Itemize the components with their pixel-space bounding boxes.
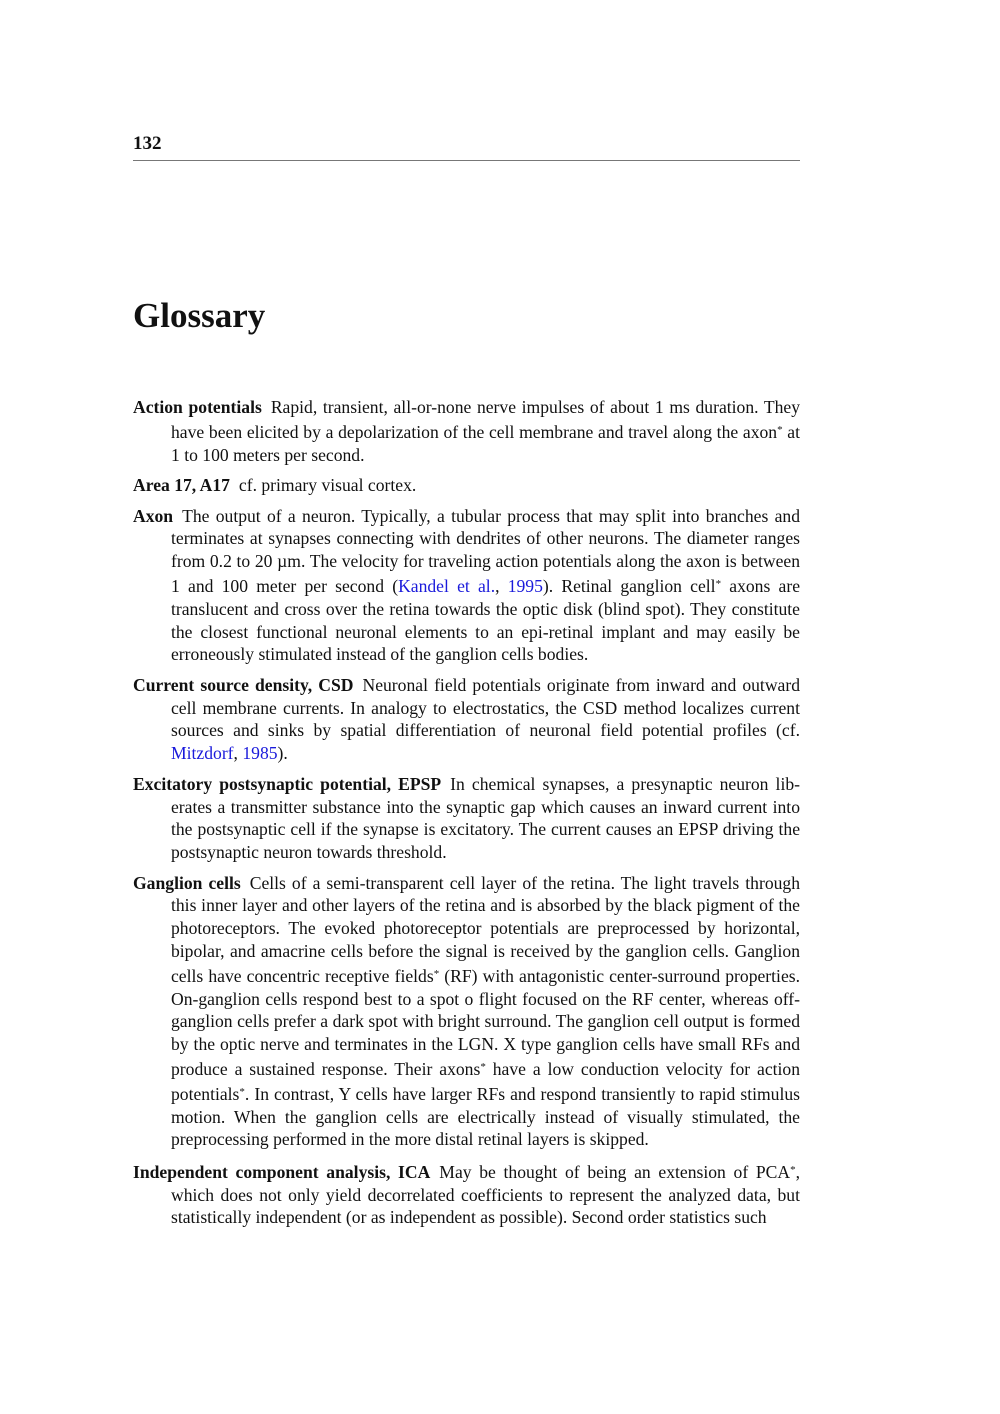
header-rule: [133, 160, 800, 161]
glossary-entry: [133, 773, 800, 864]
definition-text: . In contrast, Y cells have larger RFs and respond transiently to rapid stimulus motion. When the ganglion cells are electrically instead of visually stimulated, the preprocessing performed in the more distal retinal layers is skipped.: [171, 1083, 800, 1150]
definition-text: have a low conduction velocity for action potentials: [171, 1058, 800, 1104]
citation-link[interactable]: 1985: [242, 743, 278, 764]
definition-text: Rapid, transient, all-or-none nerve impulses of about 1 ms duration. They have been elicited by a depolarization of the cell membrane and travel along the axon: [171, 397, 800, 442]
glossary-entries: [133, 396, 800, 1237]
glossary-crossref-marker: *: [433, 967, 440, 980]
glossary-entry: [133, 505, 800, 667]
page-title: Glossary: [133, 296, 266, 335]
definition-text: (RF) with antagonistic center-surround properties. On-ganglion cells respond best to a spot o flight focused on the RF center, whereas off-ganglion cells prefer a dark spot with bright surround. The ganglion cell output is formed by the optic nerve and terminates in the LGN. X type ganglion cells have small RFs and produce a sustained response. Their axons: [171, 965, 800, 1079]
page-number: 132: [133, 133, 162, 154]
glossary-crossref-marker: *: [239, 1085, 245, 1098]
glossary-term: Ganglion cells: [133, 872, 241, 893]
glossary-term: Excitatory postsynaptic potential, EPSP: [133, 773, 442, 794]
definition-text: May be thought of being an extension of PCA: [439, 1161, 791, 1182]
glossary-crossref-marker: *: [715, 577, 722, 590]
citation-link[interactable]: Kandel et al.: [398, 575, 496, 596]
definition-text: at 1 to 100 meters per second.: [171, 421, 800, 465]
glossary-term: Action potentials: [133, 397, 262, 417]
citation-link[interactable]: 1995: [507, 575, 543, 596]
citation-link[interactable]: Mitzdorf: [171, 743, 234, 764]
glossary-term: Independent component analysis, ICA: [133, 1161, 431, 1182]
glossary-entry: [133, 396, 800, 466]
definition-text: axons are translucent and cross over the retina towards the optic disk (blind spot). They constitute the closest functional neuronal elements to an epi-retinal implant and may easily be erroneously stimulated instead of the ganglion cells bodies.: [171, 575, 801, 665]
definition-text: The output of a neuron. Typically, a tubular process that may split into branches and terminates at synapses connecting with dendrites of other neurons. The diameter ranges from 0.2 to 20 µm. The velocity for traveling action potentials along the axon is between 1 and 100 meter per second (: [171, 505, 800, 596]
glossary-term: Current source density, CSD: [133, 674, 354, 695]
definition-text: Neuronal field potentials originate from inward and outward cell membrane currents. In analogy to electrostatics, the CSD method localizes current sources and sinks by spatial differentiation of neuronal field potential profiles (cf.: [171, 674, 800, 741]
definition-text: cf. primary visual cortex.: [238, 475, 417, 496]
definition-text: , which does not only yield decorrelated coefficients to represent the analyzed data, but statistically independent (or as independent as possible). Second order statistics such: [171, 1161, 800, 1228]
glossary-crossref-marker: *: [480, 1060, 486, 1073]
glossary-term: Area 17, A17: [133, 475, 230, 496]
glossary-crossref-marker: *: [777, 423, 783, 436]
definition-text: ,: [495, 575, 508, 596]
glossary-entry: [133, 674, 800, 765]
definition-text: Cells of a semi-transparent cell layer of the retina. The light travels through this inner layer and other layers of the retina and is absorbed by the black pigment of the photoreceptors. The evoked photoreceptor potentials are preprocessed by horizontal, bipolar, and amacrine cells before the signal is received by the ganglion cells. Ganglion cells have concentric receptive fields: [171, 872, 801, 986]
glossary-entry: [133, 872, 800, 1152]
definition-text: ).: [277, 743, 288, 764]
definition-text: In chemical synapses, a presynaptic neuron liberates a transmitter substance into the synaptic gap which causes an inward current into the postsynaptic cell if the synapse is excitatory. The current causes an EPSP driving the postsynaptic neuron towards threshold.: [171, 773, 800, 863]
glossary-entry: [133, 1159, 800, 1229]
definition-text: ). Retinal ganglion cell: [542, 575, 716, 596]
definition-text: ,: [233, 743, 243, 764]
glossary-entry: [133, 474, 800, 497]
glossary-crossref-marker: *: [790, 1163, 796, 1176]
glossary-term: Axon: [133, 505, 174, 526]
